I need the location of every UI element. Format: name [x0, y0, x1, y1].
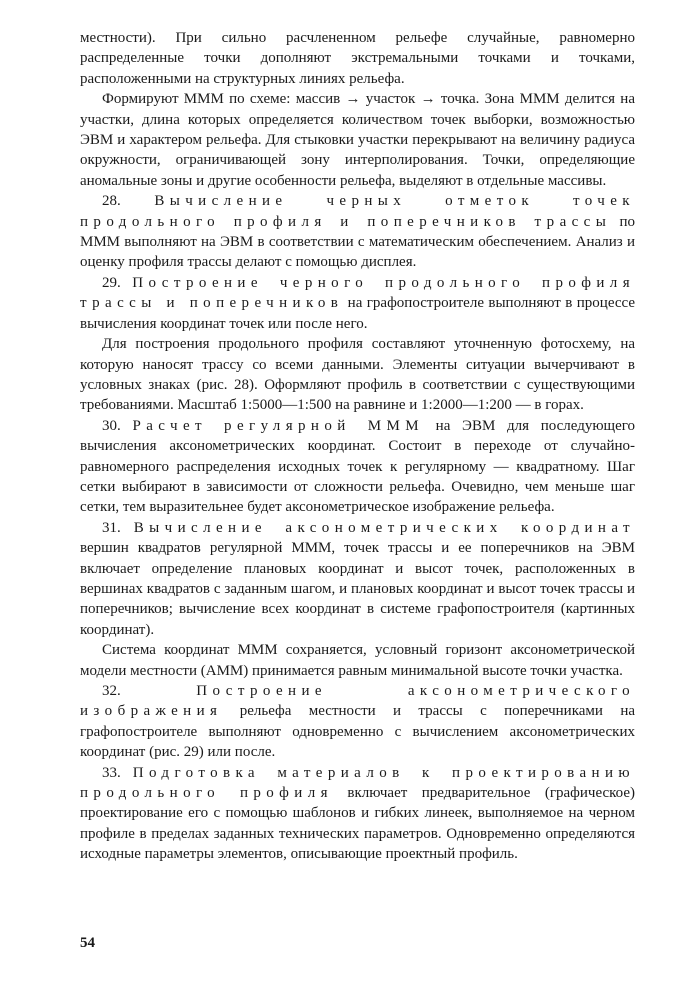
section-number: 31.	[102, 519, 121, 536]
section-28	[80, 191, 635, 273]
paragraph-mmm-scheme	[80, 89, 635, 191]
section-30	[80, 416, 635, 518]
section-text: по МММ выполняют на ЭВМ в соответствии с математическим обеспечением. Анализ и оценку профиля трассы делают с помощью дисплея.	[80, 213, 635, 271]
section-number: 33.	[102, 764, 121, 781]
section-title: Вычисление аксонометрических координат	[133, 519, 635, 536]
paragraph-text: Система координат МММ сохраняется, условный горизонт аксонометрической модели местности (АММ) принимается равным минимальной высоте точки участка.	[80, 642, 635, 679]
page-body	[80, 28, 635, 865]
section-title: Подготовка материалов к проектированию продольного профиля	[80, 764, 635, 802]
page-number: 54	[80, 935, 95, 951]
section-text: на графопостроителе выполняют в процессе вычисления координат точек или после него.	[80, 295, 636, 332]
paragraph-text: Формируют МММ по схеме: массив → участок → точка. Зона МММ делится на участки, длина которых определяется количеством точек выборки, возможностью ЭВМ и характером рельефа. Для стыковки участки перекрывают на величину радиуса окружности, ограничивающей зону интерполирования. Точки, определяющие аномальные зоны и другие особенности рельефа, выделяют в отдельные массивы.	[80, 91, 635, 189]
paragraph-continuation	[80, 28, 635, 89]
paragraph-profile-construction	[80, 334, 635, 416]
paragraph-text: местности). При сильно расчлененном рельефе случайные, равномерно распределенные точки дополняют экстремальными точками и точками, расположенными на структурных линиях рельефа.	[80, 30, 635, 87]
section-number: 32.	[102, 683, 121, 699]
section-32	[80, 681, 635, 763]
section-29	[80, 273, 635, 334]
section-title: Построение аксонометрического изображения	[80, 683, 635, 720]
paragraph-coordinate-system	[80, 640, 635, 681]
section-text: рельефа местности и трассы с поперечниками на графопостроителе выполняют одновременно с вычислением аксонометрических координат (рис. 29) или после.	[80, 703, 636, 761]
section-number: 30.	[102, 417, 121, 434]
paragraph-text: Для построения продольного профиля составляют уточненную фотосхему, на которую наносят трассу со всеми данными. Элементы ситуации вычерчивают в условных знаках (рис. 28). Оформляют профиль в соответствии с существующими требованиями. Масштаб 1:5000—1:500 на равнине и 1:2000—1:200 — в горах.	[80, 336, 635, 414]
section-33	[80, 763, 635, 865]
section-title: Расчет регулярной МММ	[132, 417, 424, 434]
section-title: Вычисление черных отметок точек продольного профиля и поперечников трассы	[80, 193, 635, 230]
section-text: включает предварительное (графическое) проектирование его с помощью шаблонов и гибких линеек, выполняемое на черном профиле в пределах заданных технических параметров. Одновременно определяются исходные параметры элементов, описывающие проектный профиль.	[80, 785, 635, 863]
section-title: Построение черного продольного профиля трассы и поперечников	[80, 274, 635, 312]
section-text: на ЭВМ для последующего вычисления аксонометрических координат. Состоит в переходе от случайно-равномерного распределения исходных точек к регулярному — квадратному. Шаг сетки выбирают в зависимости от сложности рельефа. Очевидно, чем меньше шаг сетки, тем выразительнее будет аксонометрическое изображение рельефа.	[80, 417, 636, 516]
section-text: вершин квадратов регулярной МММ, точек трассы и ее поперечников на ЭВМ включает определение плановых координат и высот точек, расположенных в вершинах квадратов с заданным шагом, и плановых координат и высот точек трассы и поперечников; вычисление всех координат в системе графопостроителя (картинных координат).	[80, 540, 635, 638]
section-31	[80, 518, 635, 640]
section-number: 28.	[102, 193, 121, 210]
section-number: 29.	[102, 274, 121, 291]
